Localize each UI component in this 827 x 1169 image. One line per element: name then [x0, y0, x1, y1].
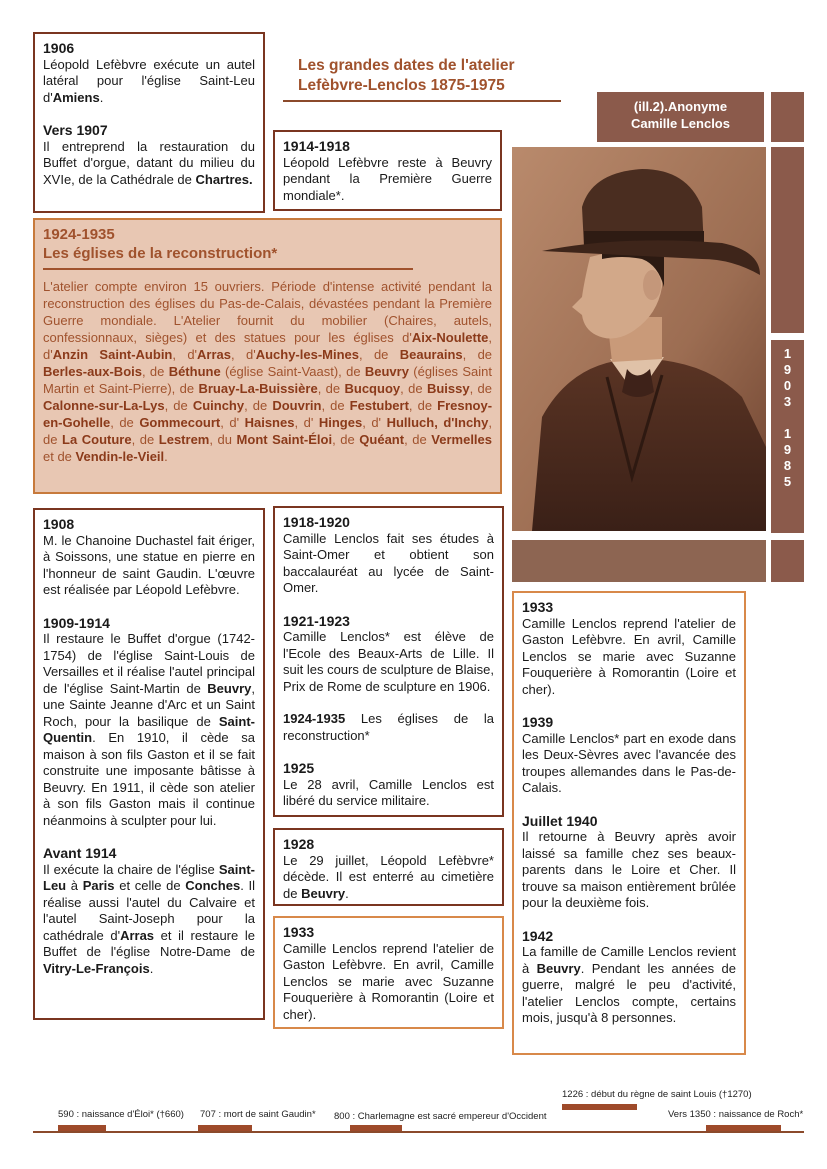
recon-place-name: Cuinchy	[192, 398, 245, 413]
recon-text-segment: , de	[321, 398, 350, 413]
timeline-mark-1226	[562, 1104, 637, 1110]
recon-place-name: Beuvry	[364, 364, 409, 379]
recon-place-name: Arras	[197, 347, 232, 362]
recon-place-name: Haisnes	[244, 415, 295, 430]
text-avant-1914: Il exécute la chaire de l'église Saint-Leu à Paris et celle de Conches. Il réalise aussi l'autel du Calvaire et l'autel Saint-Joseph pour la cathédrale d'Arras et il restaure le Buffet de l'église Notre-Dame de Vitry-Le-François.	[43, 861, 255, 976]
recon-place-name: Fresnoy-en-Gohelle	[43, 398, 493, 430]
recon-text-segment: .	[164, 449, 168, 464]
recon-text-segment: , de	[43, 415, 492, 447]
year-1907: Vers 1907	[43, 122, 108, 138]
recon-text-segment: , d'	[231, 347, 256, 362]
recon-place-name: Lestrem	[158, 432, 210, 447]
recon-place-name: Vermelles	[431, 432, 492, 447]
box-1928	[273, 828, 504, 906]
recon-place-name: Aix-Noulette	[411, 330, 489, 345]
year-1925: 1925	[283, 760, 315, 776]
recon-text-segment: , de	[462, 347, 493, 362]
recon-text-segment: , de	[332, 432, 360, 447]
recon-text-segment: (églises Saint Martin et Saint-Pierre), de	[43, 364, 493, 396]
text-1907: Il entreprend la restauration du Buffet d'orgue, datant du milieu du XVIe, de la Cathédrale de Chartres.	[43, 138, 255, 187]
recon-place-name: Hinges	[318, 415, 363, 430]
decor-strip-bottom	[771, 540, 804, 582]
recon-text-segment: , de	[164, 398, 193, 413]
text-1914: Léopold Lefèbvre reste à Beuvry pendant la Première Guerre mondiale*.	[283, 154, 492, 203]
photo-extension	[512, 540, 766, 582]
timeline-label-1350: Vers 1350 : naissance de Roch*	[668, 1109, 804, 1120]
text-1921: Camille Lenclos* est élève de l'Ecole des Beaux-Arts de Lille. Il suit les cours de sculpture de Blaise, Prix de Rome de sculpture en 1906.	[283, 629, 494, 694]
recon-text-segment: , d'	[220, 415, 245, 430]
recon-text-segment: , de	[404, 432, 432, 447]
text-1928: Le 29 juillet, Léopold Lefèbvre* décède. Il est enterré au cimetière de Beuvry.	[283, 852, 494, 901]
year-1939: 1939	[522, 714, 554, 730]
recon-place-name: Hulluch, d'Inchy	[386, 415, 489, 430]
reconstruction-panel	[33, 218, 502, 494]
recon-text-segment: , du	[209, 432, 237, 447]
recon-place-name: Douvrin	[272, 398, 322, 413]
box-1918	[273, 506, 504, 817]
recon-place-name: Auchy-les-Mines	[255, 347, 359, 362]
recon-place-name: Vendin-le-Vieil	[75, 449, 165, 464]
recon-text-segment: , d'	[172, 347, 198, 362]
recon-place-name: Bucquoy	[344, 381, 401, 396]
recon-place-name: Gommecourt	[139, 415, 221, 430]
text-1939: Camille Lenclos* part en exode dans les Deux-Sèvres avec l'avancée des troupes allemandes dans le Pas-de-Calais.	[522, 730, 736, 795]
box-1908	[33, 508, 265, 1020]
text-1918: Camille Lenclos fait ses études à Saint-Omer et obtient son baccalauréat au lycée de Saint-Omer.	[283, 530, 494, 595]
timeline-label-590: 590 : naissance d'Éloi* (†660)	[58, 1109, 184, 1120]
recon-place-name: Béthune	[168, 364, 221, 379]
recon-text-segment: , d'	[362, 415, 387, 430]
year-1918: 1918-1920	[283, 514, 350, 530]
recon-text: L'atelier compte environ 15 ouvriers. Période d'intense activité pendant la reconstruction des églises du Pas-de-Calais, dévastées pendant la Première Guerre mondiale. L'Atelier fournit du mobilier (Chaires, autels, confessionnaux, sièges) et des statues pour les églises d'Aix-Noulette, d'Anzin Saint-Aubin, d'Arras, d'Auchy-les-Mines, de Beaurains, de Berles-aux-Bois, de Béthune (église Saint-Vaast), de Beuvry (églises Saint Martin et Saint-Pierre), de Bruay-La-Buissière, de Bucquoy, de Buissy, de Calonne-sur-La-Lys, de Cuinchy, de Douvrin, de Festubert, de Fresnoy-en-Gohelle, de Gommecourt, d' Haisnes, d' Hinges, d' Hulluch, d'Inchy, de La Couture, de Lestrem, du Mont Saint-Éloi, de Quéant, de Vermelles et de Vendin-le-Vieil.	[43, 279, 493, 464]
timeline-label-1226: 1226 : début du règne de saint Louis (†1270)	[562, 1089, 752, 1100]
recon-year: 1924-1935	[43, 226, 115, 243]
year-1908: 1908	[43, 516, 75, 532]
text-1942: La famille de Camille Lenclos revient à Beuvry. Pendant les années de guerre, malgré le peu d'activité, l'atelier Lenclos compte, certains mois, jusqu'à 8 personnes.	[522, 944, 736, 1025]
recon-church-list	[43, 330, 492, 464]
recon-place-name: Buissy	[426, 381, 470, 396]
recon-text-segment: (église Saint-Vaast), de	[220, 364, 365, 379]
page-title: Les grandes dates de l'atelier Lefèbvre-Lenclos 1875-1975	[298, 57, 515, 94]
decor-strip-right	[771, 147, 804, 333]
box-1914	[273, 130, 502, 211]
year-1906: 1906	[43, 40, 75, 56]
recon-text-segment: , de	[131, 432, 159, 447]
recon-title: Les églises de la reconstruction*	[43, 245, 278, 262]
recon-text-segment: , de	[244, 398, 273, 413]
box-right	[512, 591, 746, 1055]
recon-text-segment: , de	[469, 381, 493, 396]
recon-text-segment: , de	[317, 381, 345, 396]
recon-text-segment: , d'	[43, 330, 492, 362]
recon-place-name: La Couture	[62, 432, 132, 447]
recon-text-segment: , de	[141, 364, 169, 379]
recon-place-name: Festubert	[349, 398, 409, 413]
timeline-label-707: 707 : mort de saint Gaudin*	[200, 1109, 316, 1120]
photo-caption: (ill.2).Anonyme Camille Lenclos	[597, 92, 764, 142]
text-1906: Léopold Lefèbvre exécute un autel latéral pour l'église Saint-Leu d'Amiens.	[43, 56, 255, 105]
year-1928: 1928	[283, 836, 315, 852]
year-1914: 1914-1918	[283, 138, 350, 154]
recon-place-name: Berles-aux-Bois	[43, 364, 142, 379]
recon-text-segment: , de	[359, 347, 400, 362]
timeline-label-800: 800 : Charlemagne est sacré empereur d'Occident	[334, 1111, 547, 1122]
year-1933: 1933	[522, 599, 554, 615]
life-years: 1 9 0 3 1 9 8 5	[771, 340, 804, 533]
timeline-line	[33, 1131, 804, 1133]
recon-place-name: Calonne-sur-La-Lys	[43, 398, 165, 413]
text-1925: Le 28 avril, Camille Lenclos est libéré du service militaire.	[283, 776, 494, 808]
recon-text-segment: , de	[408, 398, 438, 413]
decor-strip-top	[771, 92, 804, 142]
recon-text-segment: et de	[43, 449, 76, 464]
year-avant-1914: Avant 1914	[43, 845, 117, 861]
recon-text-segment: , d'	[294, 415, 319, 430]
year-1909: 1909-1914	[43, 614, 110, 631]
text-1909: Il restaure le Buffet d'orgue (1742-1754) de l'église Saint-Louis de Versailles et il réalise l'autel principal de l'église Saint-Martin de Beuvry, une Sainte Jeanne d'Arc et un Saint Roch, pour la basilique de Saint-Quentin. En 1910, il cède sa maison à son fils Gaston et il se fait construite une imposante bâtisse à Beuvry. En 1911, il cède son atelier à son fils Gaston mais il continue néanmoins à sculpter pour lui.	[43, 631, 255, 828]
recon-rule	[43, 268, 413, 270]
recon-place-name: Anzin Saint-Aubin	[52, 347, 173, 362]
text-1908: M. le Chanoine Duchastel fait ériger, à Soissons, une statue en pierre en l'honneur de saint Gaudin. L'œuvre est réalisée par Léopold Lefèbvre.	[43, 532, 255, 597]
year-1933-mid: 1933	[283, 924, 315, 940]
year-1921: 1921-1923	[283, 612, 350, 629]
recon-place-name: Mont Saint-Éloi	[236, 432, 333, 447]
text-1940: Il retourne à Beuvry après avoir laissé sa famille chez ses beaux-parents dans le Loire et Cher. Il trouve sa maison entièrement brûlée pour la deuxième fois.	[522, 829, 736, 910]
recon-text-segment: , de	[400, 381, 427, 396]
recon-place-name: Quéant	[359, 432, 405, 447]
text-1933-mid: Camille Lenclos reprend l'atelier de Gaston Lefèbvre. En avril, Camille Lenclos se marie avec Suzanne Fouquerière à Romorantin (Loire et cher).	[283, 940, 494, 1022]
recon-place-name: Bruay-La-Buissière	[198, 381, 318, 396]
text-1924: 1924-1935 Les églises de la reconstruction*	[283, 711, 494, 743]
text-1933: Camille Lenclos reprend l'atelier de Gaston Lefèbvre. En avril, Camille Lenclos se marie avec Suzanne Fouquerière à Romorantin (Loire et cher).	[522, 615, 736, 697]
box-1933-mid	[273, 916, 504, 1029]
portrait-illustration	[512, 147, 766, 531]
year-1940: Juillet 1940	[522, 812, 598, 829]
recon-place-name: Beaurains	[399, 347, 463, 362]
box-1906	[33, 32, 265, 213]
portrait-photo	[512, 147, 766, 531]
year-1942: 1942	[522, 927, 554, 944]
title-rule	[283, 100, 561, 102]
recon-text-segment: , de	[110, 415, 140, 430]
